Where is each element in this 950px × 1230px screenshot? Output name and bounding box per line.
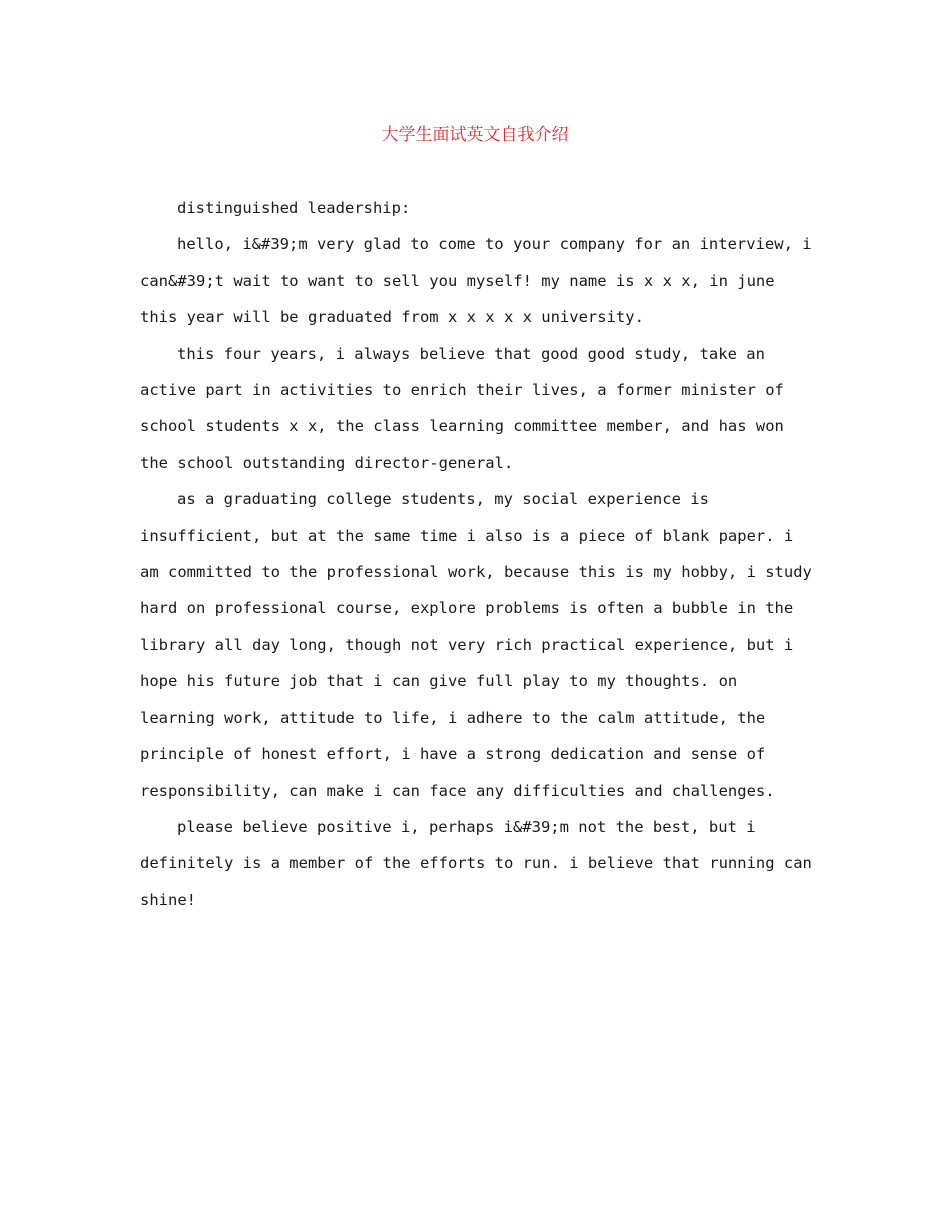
paragraph-introduction: hello, i&#39;m very glad to come to your company for an interview, i can&#39;t wait to want to sell you myself! my name is x x x, in june this year will be graduated from x x x x x university. [140, 235, 812, 327]
paragraph-experience: as a graduating college students, my social experience is insufficient, but at the same time i also is a piece of blank paper. i am committed to the professional work, because this is my hobby, i study hard on professional course, explore problems is often a bubble in the library all day long, though not very rich practical experience, but i hope his future job that i can give full play to my thoughts. on learning work, attitude to life, i adhere to the calm attitude, the principle of honest effort, i have a strong dedication and sense of responsibility, can make i can face any difficulties and challenges. [140, 490, 812, 800]
document-body [140, 190, 812, 918]
paragraph-salutation: distinguished leadership: [177, 199, 411, 217]
paragraph-university-activities: this four years, i always believe that good good study, take an active part in activities to enrich their lives, a former minister of school students x x, the class learning committee member, and has won the school outstanding director-general. [140, 344, 784, 472]
paragraph-closing: please believe positive i, perhaps i&#39;m not the best, but i definitely is a member of the efforts to run. i believe that running can shine! [140, 817, 812, 909]
document-title: 大学生面试英文自我介绍 [381, 125, 569, 145]
